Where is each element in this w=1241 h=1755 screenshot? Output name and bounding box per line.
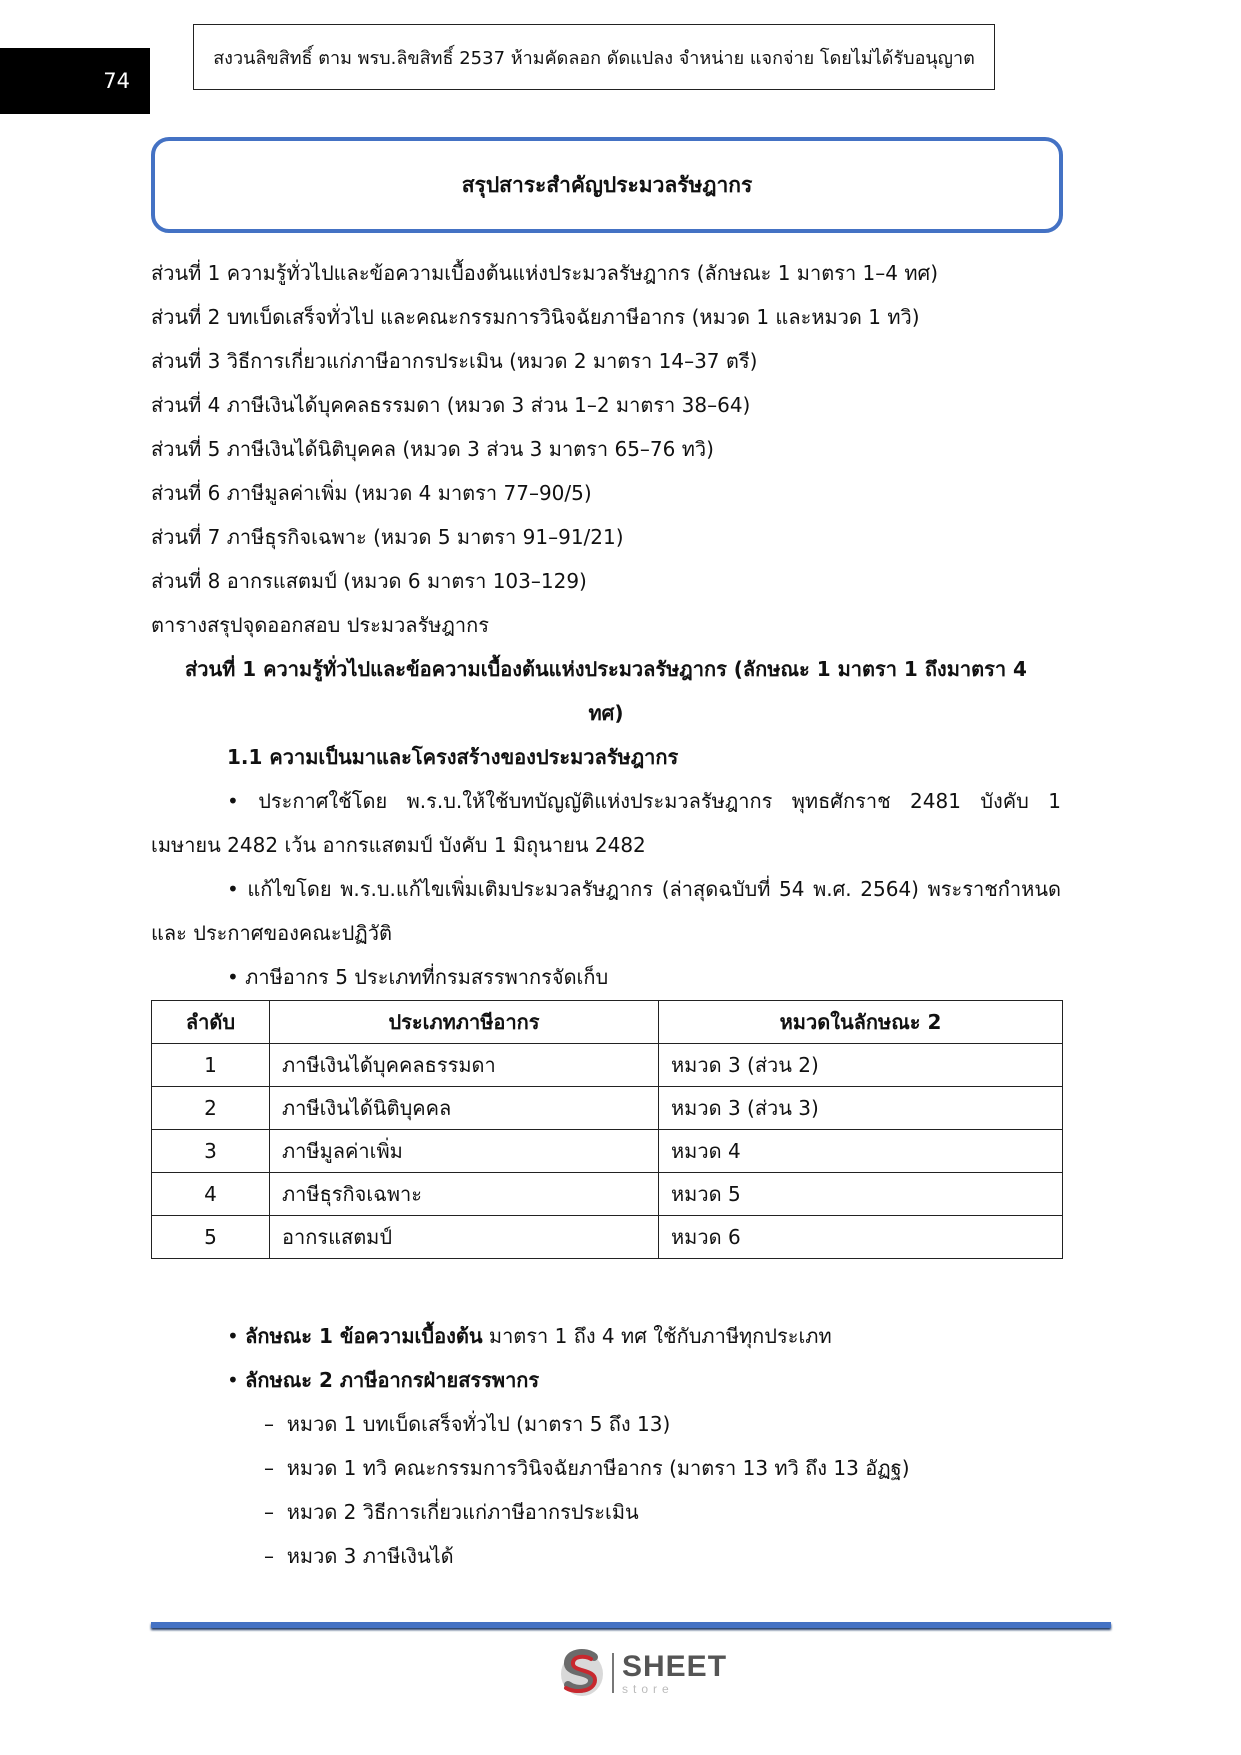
sub-heading: 1.1 ความเป็นมาและโครงสร้างของประมวลรัษฎากร [227, 745, 679, 769]
table-row [152, 1087, 1063, 1130]
table-cell: หมวด 6 [659, 1216, 1063, 1259]
section-heading: ส่วนที่ 1 ความรู้ทั่วไปและข้อความเบื้องต้นแห่งประมวลรัษฎากร (ลักษณะ 1 มาตรา 1 ถึงมาตรา 4 [185, 657, 1027, 681]
list-subitem [151, 1402, 1061, 1446]
bullet-paragraph: • ภาษีอากร 5 ประเภทที่กรมสรรพากรจัดเก็บ [227, 965, 609, 989]
table-cell: ภาษีธุรกิจเฉพาะ [270, 1173, 659, 1216]
table-cell: หมวด 5 [659, 1173, 1063, 1216]
summary-table-note: ตารางสรุปจุดออกสอบ ประมวลรัษฎากร [151, 613, 489, 637]
outline-item: ส่วนที่ 5 ภาษีเงินได้นิติบุคคล (หมวด 3 ส่วน 3 มาตรา 65–76 ทวิ) [151, 437, 714, 461]
main-content [151, 251, 1061, 999]
outline-item: ส่วนที่ 8 อากรแสตมป์ (หมวด 6 มาตรา 103–129) [151, 569, 587, 593]
table-row [152, 1216, 1063, 1259]
dash-glyph: – [264, 1412, 287, 1436]
outline-item: ส่วนที่ 2 บทเบ็ดเสร็จทั่วไป และคณะกรรมการวินิจฉัยภาษีอากร (หมวด 1 และหมวด 1 ทวิ) [151, 305, 920, 329]
bullet-paragraph: • แก้ไขโดย พ.ร.บ.แก้ไขเพิ่มเติมประมวลรัษฎากร (ล่าสุดฉบับที่ 54 พ.ศ. 2564) พระราชกำหนด [227, 877, 1061, 901]
table-cell: หมวด 4 [659, 1130, 1063, 1173]
outline-item: ส่วนที่ 7 ภาษีธุรกิจเฉพาะ (หมวด 5 มาตรา 91–91/21) [151, 525, 624, 549]
sheet-store-logo [558, 1645, 727, 1701]
outline-item: ส่วนที่ 6 ภาษีมูลค่าเพิ่ม (หมวด 4 มาตรา 77–90/5) [151, 481, 592, 505]
table-cell: 1 [152, 1044, 270, 1087]
subitem-text: หมวด 1 บทเบ็ดเสร็จทั่วไป (มาตรา 5 ถึง 13) [286, 1412, 671, 1436]
dash-glyph: – [264, 1544, 287, 1568]
table-cell: หมวด 3 (ส่วน 3) [659, 1087, 1063, 1130]
outline-item: ส่วนที่ 1 ความรู้ทั่วไปและข้อความเบื้องต้นแห่งประมวลรัษฎากร (ลักษณะ 1 มาตรา 1–4 ทศ) [151, 261, 939, 285]
logo-wordmark: SHEET [622, 1649, 728, 1683]
bullet-paragraph-continued: และ ประกาศของคณะปฏิวัติ [151, 921, 392, 945]
tax-types-table [151, 1000, 1063, 1259]
table-cell: 3 [152, 1130, 270, 1173]
logo-subtext: store [622, 1681, 674, 1696]
bullet-paragraph: • ประกาศใช้โดย พ.ร.บ.ให้ใช้บทบัญญัติแห่งประมวลรัษฎากร พุทธศักราช 2481 บังคับ 1 [227, 789, 1061, 813]
table-header-row [152, 1001, 1063, 1044]
bullet-paragraph-continued: เมษายน 2482 เว้น อากรแสตมป์ บังคับ 1 มิถุนายน 2482 [151, 833, 646, 857]
table-cell: หมวด 3 (ส่วน 2) [659, 1044, 1063, 1087]
table-cell: ภาษีมูลค่าเพิ่ม [270, 1130, 659, 1173]
list-item [151, 1358, 1061, 1402]
table-cell: 4 [152, 1173, 270, 1216]
table-row [152, 1130, 1063, 1173]
dash-glyph: – [264, 1500, 287, 1524]
table-cell: ภาษีเงินได้บุคคลธรรมดา [270, 1044, 659, 1087]
bullet-glyph: • [227, 1368, 239, 1392]
column-header: ประเภทภาษีอากร [270, 1001, 659, 1044]
structure-list [151, 1314, 1061, 1578]
list-subitem [151, 1446, 1061, 1490]
bullet-glyph: • [227, 1324, 239, 1348]
item-text: มาตรา 1 ถึง 4 ทศ ใช้กับภาษีทุกประเภท [482, 1324, 832, 1348]
subitem-text: หมวด 2 วิธีการเกี่ยวแก่ภาษีอากรประเมิน [286, 1500, 639, 1524]
item-bold-label: ลักษณะ 2 ภาษีอากรฝ่ายสรรพากร [245, 1368, 540, 1392]
copyright-notice: สงวนลิขสิทธิ์ ตาม พรบ.ลิขสิทธิ์ 2537 ห้ามคัดลอก ดัดแปลง จำหน่าย แจกจ่าย โดยไม่ได้รับอนุญาต [193, 24, 995, 90]
sheet-store-s-logo-icon [558, 1645, 606, 1701]
column-header: หมวดในลักษณะ 2 [659, 1001, 1063, 1044]
list-subitem [151, 1534, 1061, 1578]
item-bold-label: ลักษณะ 1 ข้อความเบื้องต้น [245, 1324, 483, 1348]
subitem-text: หมวด 1 ทวิ คณะกรรมการวินิจฉัยภาษีอากร (มาตรา 13 ทวิ ถึง 13 อัฏฐ) [286, 1456, 910, 1480]
page-title: สรุปสาระสำคัญประมวลรัษฎากร [151, 137, 1063, 233]
list-subitem [151, 1490, 1061, 1534]
footer-divider [151, 1622, 1111, 1628]
logo-separator [612, 1653, 614, 1693]
outline-item: ส่วนที่ 4 ภาษีเงินได้บุคคลธรรมดา (หมวด 3 ส่วน 1–2 มาตรา 38–64) [151, 393, 751, 417]
logo-text [622, 1649, 728, 1696]
column-header: ลำดับ [152, 1001, 270, 1044]
table-cell: อากรแสตมป์ [270, 1216, 659, 1259]
page-number: 74 [0, 48, 150, 114]
table-cell: 5 [152, 1216, 270, 1259]
table-row [152, 1044, 1063, 1087]
list-item [151, 1314, 1061, 1358]
section-heading-continued: ทศ) [588, 701, 624, 725]
subitem-text: หมวด 3 ภาษีเงินได้ [286, 1544, 454, 1568]
table-row [152, 1173, 1063, 1216]
outline-item: ส่วนที่ 3 วิธีการเกี่ยวแก่ภาษีอากรประเมิน (หมวด 2 มาตรา 14–37 ตรี) [151, 349, 758, 373]
table-cell: 2 [152, 1087, 270, 1130]
table-cell: ภาษีเงินได้นิติบุคคล [270, 1087, 659, 1130]
dash-glyph: – [264, 1456, 287, 1480]
